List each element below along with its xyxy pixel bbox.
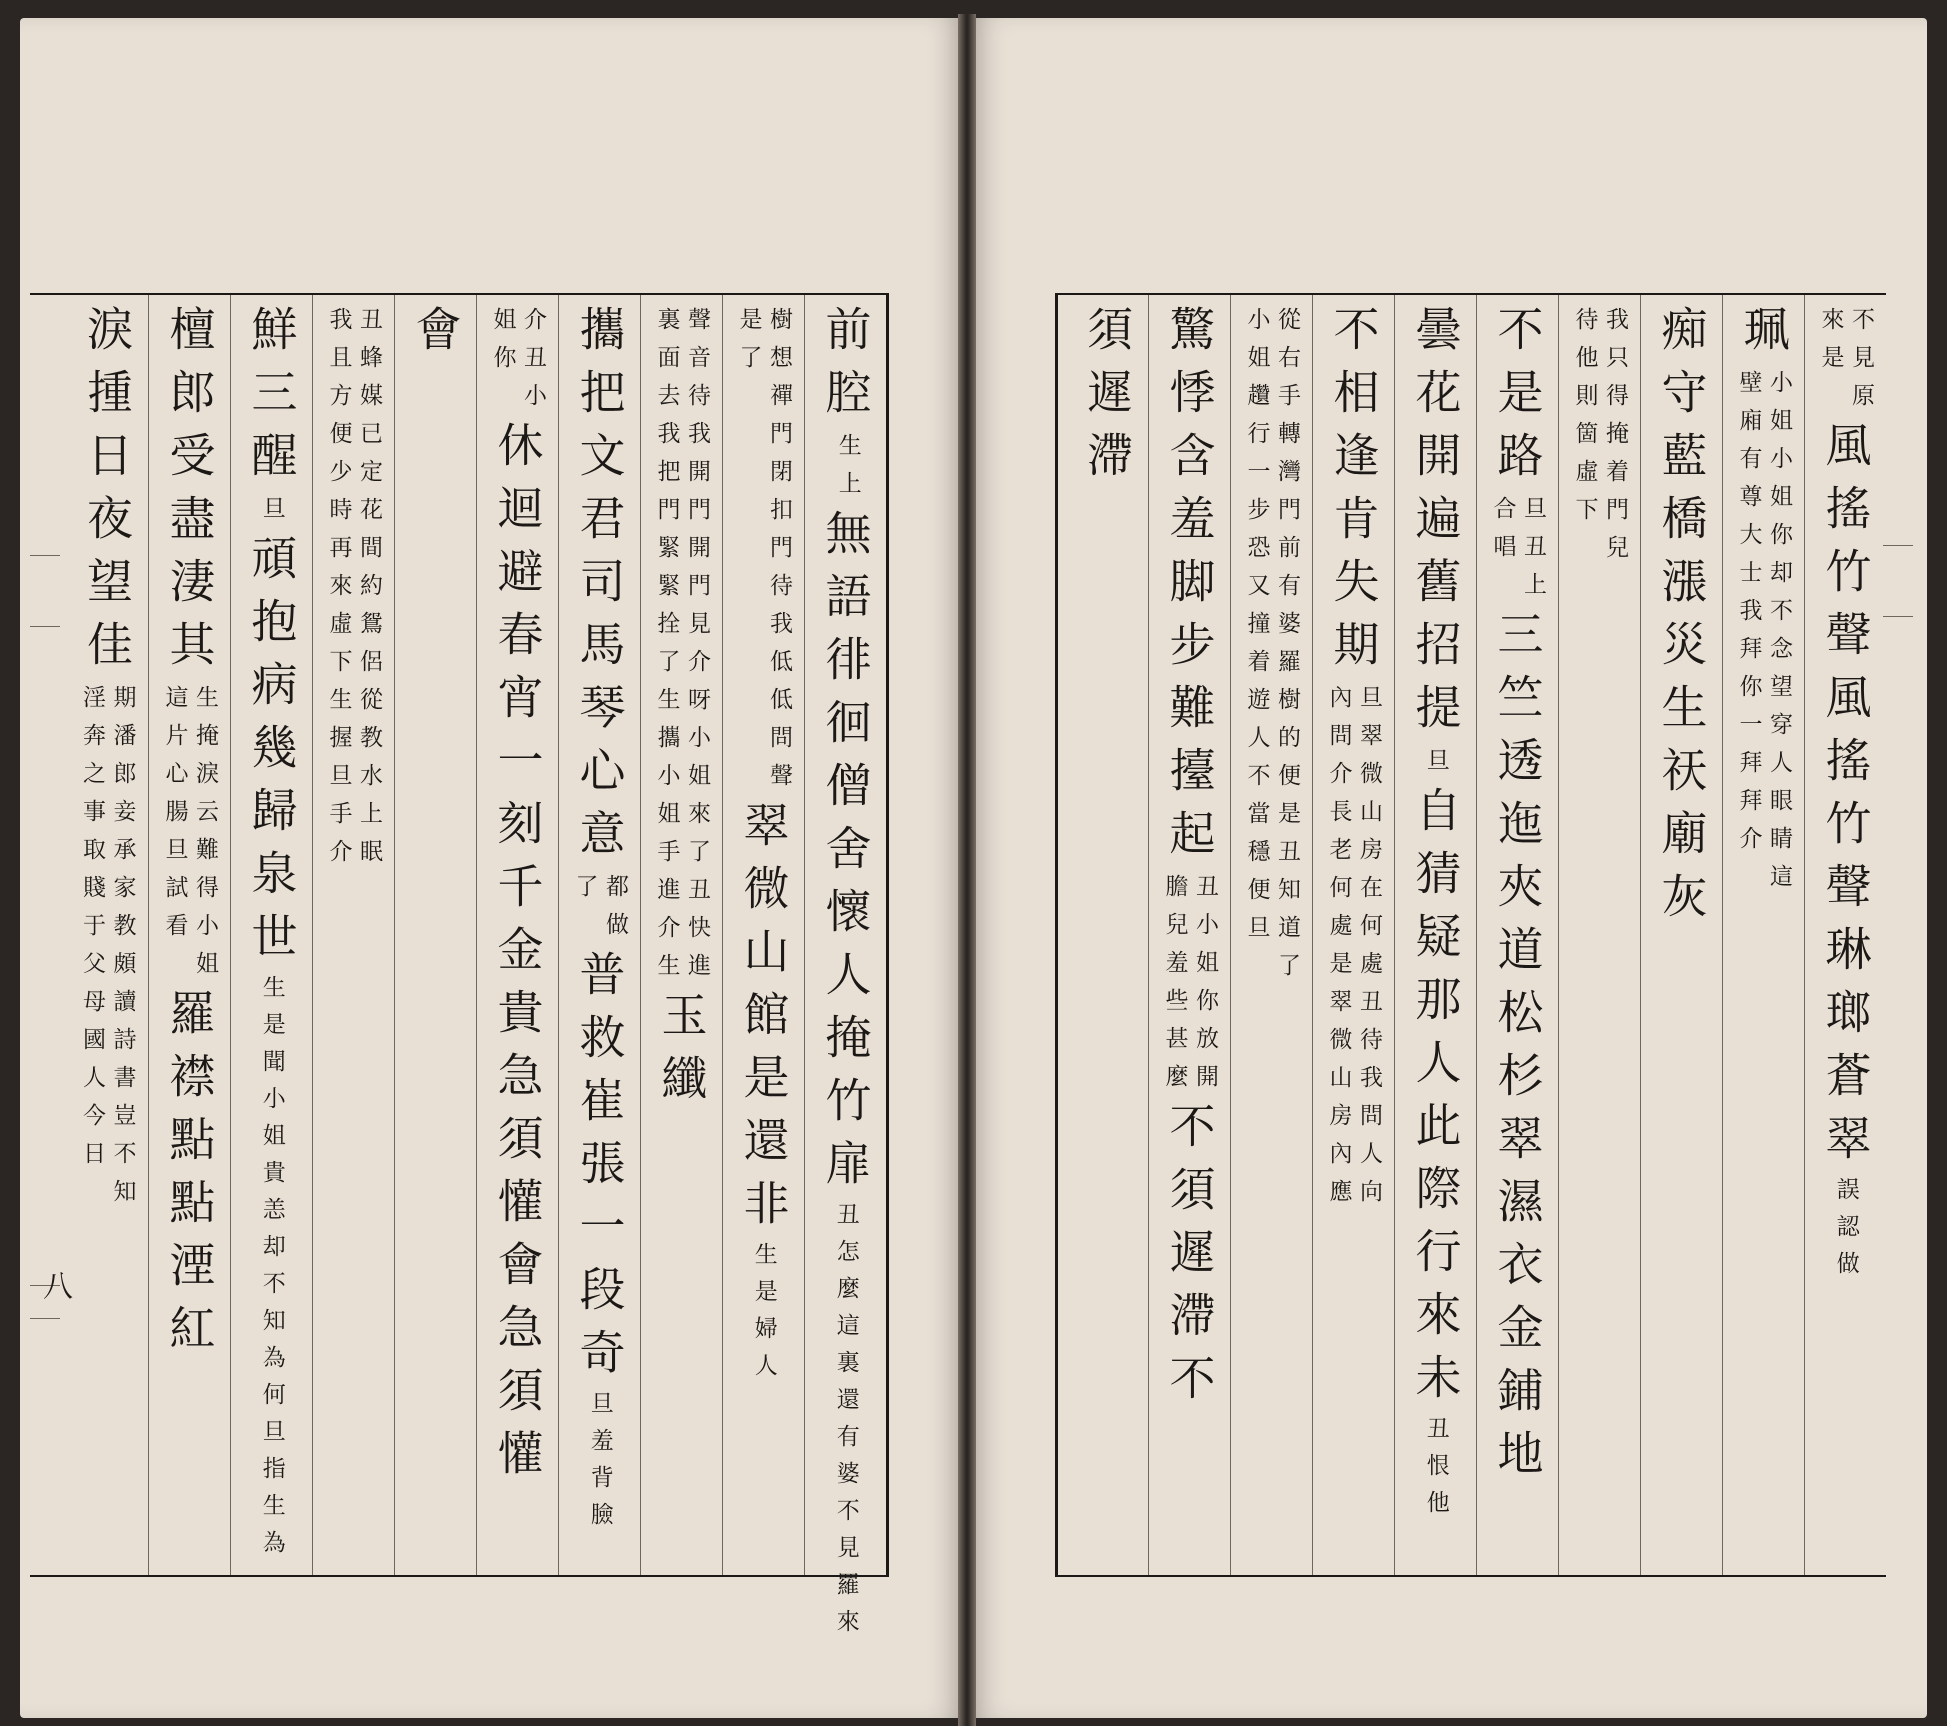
annotation-text: 是了: [735, 307, 762, 383]
main-text: 淚揰日夜望佳: [80, 305, 134, 683]
annotation-pair: [79, 685, 136, 1217]
main-text: 痴守藍橋漲災生祆廟灰: [1654, 305, 1709, 935]
annotation-pair: [735, 307, 792, 801]
annotation-text: 了: [571, 874, 598, 912]
annotation-text: 待他則箇虛下: [1571, 307, 1598, 535]
annotation-text: 生是婦人: [750, 1242, 777, 1390]
main-text: 鮮三醒: [244, 305, 299, 494]
right-column: [1558, 295, 1640, 1575]
annotation-text: 我只得掩着門兒: [1601, 307, 1628, 573]
annotation-text: 聲音待我開門開門見介呀小姐來了丑快進: [683, 307, 710, 991]
main-text: 普救崔張一段奇: [572, 950, 627, 1391]
annotation-text: 期潘郎妾承家教頗讀詩書豈不知: [109, 685, 136, 1217]
annotation-text: 姐你: [489, 307, 516, 383]
annotation-text: 介丑小: [519, 307, 546, 421]
main-text: 攜把文君司馬琴心意: [572, 305, 627, 872]
left-column: [230, 295, 312, 1575]
annotation-pair: [1161, 874, 1218, 1102]
right-column: [1230, 295, 1312, 1575]
book-gutter: [958, 14, 976, 1726]
annotation-pair: [1571, 307, 1628, 573]
main-text: 不相逢肯失期: [1326, 305, 1381, 683]
right-column: [1804, 295, 1886, 1575]
left-column: [722, 295, 804, 1575]
right-text-frame: [1055, 293, 1886, 1577]
left-column: [558, 295, 640, 1575]
left-fishtail-mark: [30, 555, 60, 627]
right-column: [1148, 295, 1230, 1575]
annotation-text: 生是聞小姐貴恙却不知為何旦指生為: [258, 975, 285, 1567]
right-column: [1394, 295, 1476, 1575]
main-text: 驚悸含羞脚步難擡起: [1162, 305, 1217, 872]
annotation-pair: [161, 685, 218, 989]
annotation-text: 這片心腸旦試看: [161, 685, 188, 951]
main-text: 不是路: [1490, 305, 1545, 494]
annotation-pair: [1817, 307, 1874, 421]
main-text: 前腔: [818, 305, 873, 431]
main-text: 檀郎受盡淒其: [162, 305, 217, 683]
annotation-pair: [325, 307, 382, 877]
annotation-text: 生上: [834, 433, 861, 509]
annotation-pair: [653, 307, 710, 991]
main-text: 會: [408, 305, 463, 368]
annotation-text: 都做: [601, 874, 628, 950]
main-text: 珮: [1736, 305, 1791, 368]
main-text: 翠微山館是還非: [736, 801, 791, 1242]
right-fishtail-mark: [1883, 545, 1913, 617]
annotation-text: 內問介長老何處是翠微山房內應: [1325, 685, 1352, 1217]
annotation-pair: [1489, 496, 1546, 610]
annotation-pair: [1325, 685, 1382, 1217]
main-text: 無語徘徊僧舍懷人掩竹扉: [818, 509, 873, 1202]
left-column: [640, 295, 722, 1575]
annotation-text: 丑怎麼這裏還有婆不見羅來: [832, 1202, 859, 1646]
main-text: 休迴避春宵一刻千金貴急須懽會急須懽: [490, 421, 545, 1492]
annotation-text: 壁廂有尊大士我拜你一拜拜介: [1735, 370, 1762, 864]
annotation-text: 合唱: [1489, 496, 1516, 572]
annotation-pair: [1243, 307, 1300, 991]
annotation-text: 我且方便少時再來虛下生握旦手介: [325, 307, 352, 877]
left-column: [476, 295, 558, 1575]
annotation-text: 誤認做: [1832, 1177, 1859, 1288]
main-text: 曇花開遍舊招提: [1408, 305, 1463, 746]
left-column: [804, 295, 886, 1646]
annotation-text: 來是: [1817, 307, 1844, 383]
annotation-pair: [1422, 748, 1448, 786]
annotation-text: 丑小姐你放開: [1191, 874, 1218, 1102]
left-column: [312, 295, 394, 1575]
annotation-text: 旦: [1422, 748, 1449, 786]
annotation-pair: [489, 307, 546, 421]
main-text: 羅襟點點湮紅: [162, 989, 217, 1367]
annotation-text: 小姐趲行一步恐又撞着遊人不當穩便旦: [1243, 307, 1270, 953]
annotation-text: 旦翠微山房在何處丑待我問人向: [1355, 685, 1382, 1217]
right-column: [1476, 295, 1558, 1575]
main-text: 三竺透迤夾道松杉翠濕衣金鋪地: [1490, 610, 1545, 1492]
annotation-text: 從右手轉灣門前有婆羅樹的便是丑知道了: [1273, 307, 1300, 991]
main-text: 不須遲滯不: [1162, 1102, 1217, 1417]
left-column: [66, 295, 148, 1575]
left-column: [394, 295, 476, 1575]
main-text: 自猜疑那人此際行來未: [1408, 786, 1463, 1416]
main-text: 玉纖: [654, 991, 709, 1117]
annotation-pair: [258, 496, 284, 534]
annotation-text: 生掩淚云難得小姐: [191, 685, 218, 989]
left-text-frame: [30, 293, 889, 1646]
main-text: 風搖竹聲風搖竹聲琳瑯蒼翠: [1818, 421, 1873, 1177]
annotation-pair: [571, 874, 628, 950]
annotation-text: 旦羞背臉: [586, 1391, 613, 1539]
main-text: 須遲滯: [1080, 305, 1134, 494]
annotation-pair: [830, 433, 860, 509]
page-number: 八: [37, 1270, 72, 1300]
annotation-text: 丑恨他: [1422, 1416, 1449, 1527]
right-column: [1722, 295, 1804, 1575]
annotation-text: 裏面去我把門緊緊拴了生攜小姐手進介生: [653, 307, 680, 991]
annotation-text: 丑蜂媒已定花間約鴛侶從教水上眠: [355, 307, 382, 877]
annotation-text: 樹想禪門閉扣門待我低低問聲: [765, 307, 792, 801]
annotation-text: 淫奔之事取賤于父母國人今日: [79, 685, 105, 1179]
right-column: [1640, 295, 1722, 1575]
annotation-pair: [1735, 370, 1792, 902]
annotation-text: 小姐小姐你却不念望穿人眼睛這: [1765, 370, 1792, 902]
left-column: [148, 295, 230, 1575]
annotation-text: 旦: [258, 496, 285, 534]
annotation-text: 不見原: [1847, 307, 1874, 421]
annotation-text: 旦丑上: [1519, 496, 1546, 610]
right-column: [1312, 295, 1394, 1575]
main-text: 頑抱病幾歸泉世: [244, 534, 299, 975]
right-column: [1066, 295, 1148, 1575]
annotation-text: 膽兒羞些甚麼: [1161, 874, 1188, 1102]
